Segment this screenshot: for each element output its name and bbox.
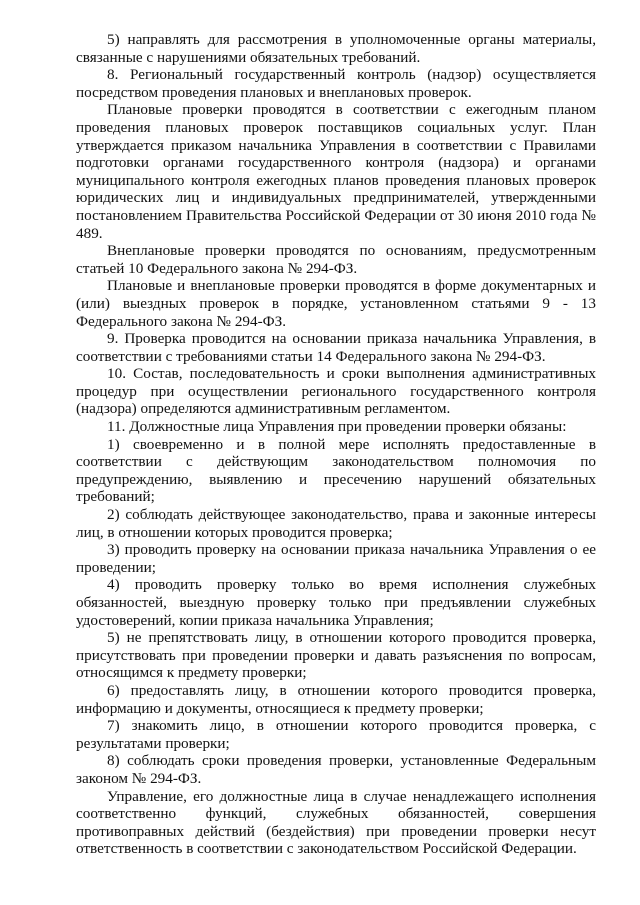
paragraph-section-10: 10. Состав, последовательность и сроки выполнения административных процедур при осуществлении регионального государственного контроля (надзора) определяются административным регламентом. (76, 365, 596, 418)
paragraph-inspection-forms: Плановые и внеплановые проверки проводятся в форме документарных и (или) выездных проверок в порядке, установленном статьями 9 - 13 Федерального закона № 294-ФЗ. (76, 277, 596, 330)
duty-item-3: 3) проводить проверку на основании приказа начальника Управления о ее проведении; (76, 541, 596, 576)
duty-item-1: 1) своевременно и в полной мере исполнять предоставленные в соответствии с действующим законодательством полномочия по предупреждению, выявлению и пресечению нарушений обязательных требований; (76, 435, 596, 506)
document-body (76, 31, 596, 858)
paragraph-section-8: 8. Региональный государственный контроль (надзор) осуществляется посредством проведения плановых и внеплановых проверок. (76, 66, 596, 101)
paragraph-planned-inspections: Плановые проверки проводятся в соответствии с ежегодным планом проведения плановых проверок поставщиков социальных услуг. План утверждается приказом начальника Управления в соответствии с Правилами подготовки органами государственного контроля (надзора) и органами муниципального контроля ежегодных планов проведения плановых проверок юридических лиц и индивидуальных предпринимателей, утвержденными постановлением Правительства Российской Федерации от 30 июня 2010 года № 489. (76, 101, 596, 242)
paragraph-section-9: 9. Проверка проводится на основании приказа начальника Управления, в соответствии с требованиями статьи 14 Федерального закона № 294-ФЗ. (76, 330, 596, 365)
duty-item-8: 8) соблюдать сроки проведения проверки, установленные Федеральным законом № 294-ФЗ. (76, 752, 596, 787)
duty-item-2: 2) соблюдать действующее законодательство, права и законные интересы лиц, в отношении которых проводится проверка; (76, 506, 596, 541)
paragraph-item-5-materials: 5) направлять для рассмотрения в уполномоченные органы материалы, связанные с нарушениями обязательных требований. (76, 31, 596, 66)
paragraph-unplanned-inspections: Внеплановые проверки проводятся по основаниям, предусмотренным статьей 10 Федерального закона № 294-ФЗ. (76, 242, 596, 277)
duty-item-5: 5) не препятствовать лицу, в отношении которого проводится проверка, присутствовать при проведении проверки и давать разъяснения по вопросам, относящимся к предмету проверки; (76, 629, 596, 682)
duty-item-7: 7) знакомить лицо, в отношении которого проводится проверка, с результатами проверки; (76, 717, 596, 752)
duty-item-6: 6) предоставлять лицу, в отношении которого проводится проверка, информацию и документы, относящиеся к предмету проверки; (76, 681, 596, 717)
duty-item-4: 4) проводить проверку только во время исполнения служебных обязанностей, выездную проверку только при предъявлении служебных удостоверений, копии приказа начальника Управления; (76, 576, 596, 629)
paragraph-section-11: 11. Должностные лица Управления при проведении проверки обязаны: (107, 418, 567, 436)
paragraph-responsibility: Управление, его должностные лица в случае ненадлежащего исполнения соответственно функций, служебных обязанностей, совершения противоправных действий (бездействия) при проведении проверки несут ответственность в соответствии с законодательством Российской Федерации. (76, 787, 596, 858)
